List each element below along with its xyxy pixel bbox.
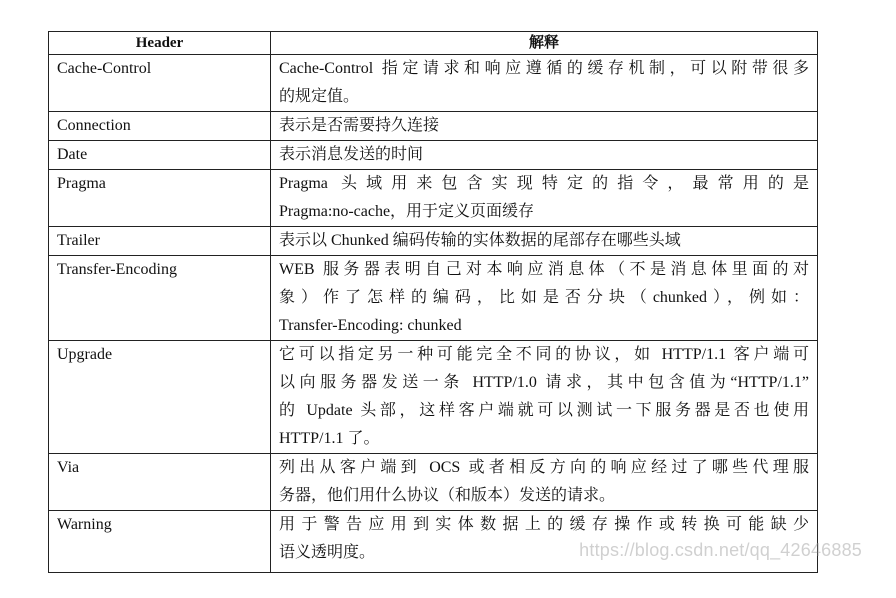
description-line: 用于警告应用到实体数据上的缓存操作或转换可能缺少 bbox=[279, 516, 809, 533]
description-cell bbox=[271, 256, 818, 341]
header-cell: Date bbox=[49, 141, 271, 170]
column-header-explanation: 解释 bbox=[271, 32, 818, 55]
table-row bbox=[49, 55, 818, 112]
column-header-header: Header bbox=[49, 32, 271, 55]
description-line: 语义透明度。 bbox=[279, 544, 376, 561]
description-line: 列出从客户端到 OCS 或者相反方向的响应经过了哪些代理服 bbox=[279, 459, 809, 476]
table-row bbox=[49, 141, 818, 170]
table-row bbox=[49, 112, 818, 141]
description-line: 它可以指定另一种可能完全不同的协议，如 HTTP/1.1 客户端可 bbox=[279, 346, 809, 363]
http-header-table bbox=[48, 31, 818, 573]
watermark-text: https://blog.csdn.net/qq_42646885 bbox=[579, 540, 862, 560]
description-line: 表示是否需要持久连接 bbox=[279, 117, 440, 134]
header-cell: Warning bbox=[49, 511, 271, 573]
description-line: 的 Update 头部，这样客户端就可以测试一下服务器是否也使用 bbox=[279, 402, 809, 419]
description-cell bbox=[271, 227, 818, 256]
description-cell bbox=[271, 141, 818, 170]
description-line: 务器，他们用什么协议（和版本）发送的请求。 bbox=[279, 487, 616, 504]
header-cell: Upgrade bbox=[49, 341, 271, 454]
description-cell bbox=[271, 454, 818, 511]
table-row bbox=[49, 454, 818, 511]
description-line: Transfer-Encoding: chunked bbox=[279, 317, 462, 334]
description-line: 表示以 Chunked 编码传输的实体数据的尾部存在哪些头域 bbox=[279, 232, 681, 249]
header-cell: Cache-Control bbox=[49, 55, 271, 112]
description-line: Pragma:no-cache，用于定义页面缓存 bbox=[279, 203, 535, 220]
table-row bbox=[49, 341, 818, 454]
description-line: Cache-Control 指定请求和响应遵循的缓存机制，可以附带很多 bbox=[279, 60, 809, 77]
table-header-row bbox=[49, 32, 818, 55]
description-cell bbox=[271, 170, 818, 227]
header-cell: Trailer bbox=[49, 227, 271, 256]
header-cell: Transfer-Encoding bbox=[49, 256, 271, 341]
description-line: 的规定值。 bbox=[279, 88, 360, 105]
description-line: Pragma 头域用来包含实现特定的指令，最常用的是 bbox=[279, 175, 809, 192]
description-line: HTTP/1.1 了。 bbox=[279, 430, 380, 447]
description-cell bbox=[271, 112, 818, 141]
description-line: 以向服务器发送一条 HTTP/1.0 请求，其中包含值为“HTTP/1.1” bbox=[279, 374, 809, 391]
header-cell: Connection bbox=[49, 112, 271, 141]
description-line: 象）作了怎样的编码，比如是否分块（chunked），例如： bbox=[279, 289, 809, 306]
table-row bbox=[49, 170, 818, 227]
table-row bbox=[49, 227, 818, 256]
table-row bbox=[49, 256, 818, 341]
description-line: WEB 服务器表明自己对本响应消息体（不是消息体里面的对 bbox=[279, 261, 809, 278]
header-cell: Pragma bbox=[49, 170, 271, 227]
description-cell bbox=[271, 341, 818, 454]
description-cell bbox=[271, 55, 818, 112]
header-cell: Via bbox=[49, 454, 271, 511]
description-line: 表示消息发送的时间 bbox=[279, 146, 424, 163]
